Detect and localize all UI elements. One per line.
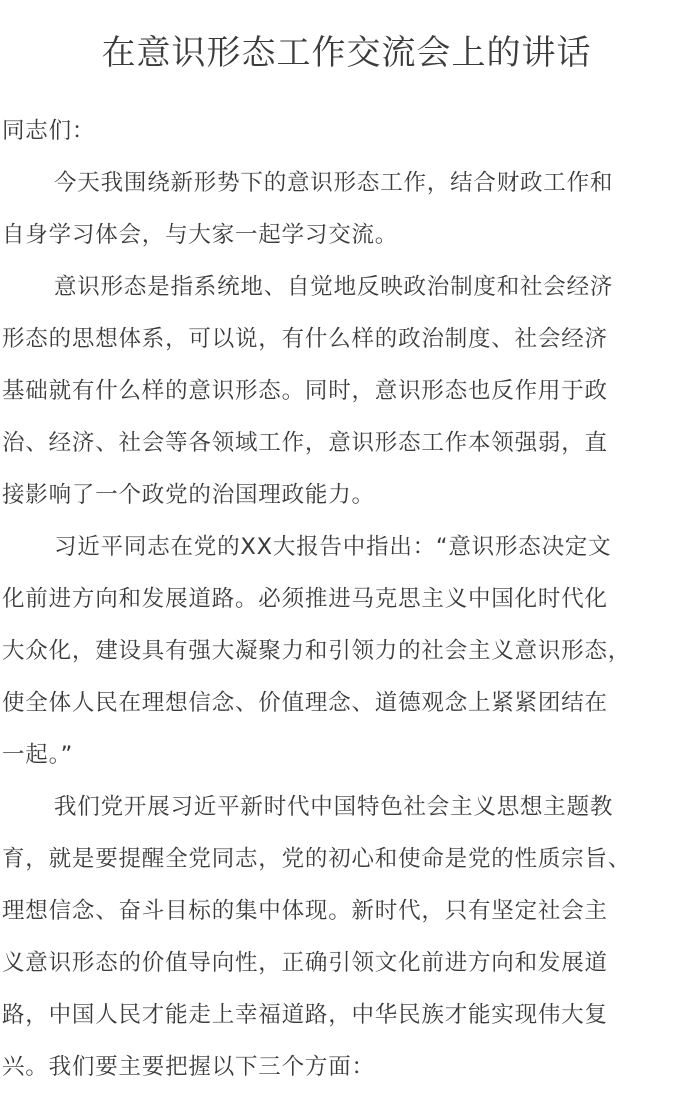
text-line: 兴。我们要主要把握以下三个方面： <box>2 1054 375 1080</box>
text-line: 化前进方向和发展道路。必须推进马克思主义中国化时代化 <box>2 586 608 612</box>
text-line: 同志们： <box>2 118 96 144</box>
text-line: 自身学习体会，与大家一起学习交流。 <box>2 222 399 248</box>
text-line: 我们党开展习近平新时代中国特色社会主义思想主题教 <box>54 794 614 820</box>
text-line: 接影响了一个政党的治国理政能力。 <box>2 482 375 508</box>
text-line: 育，就是要提醒全党同志，党的初心和使命是党的性质宗旨、 <box>2 846 632 872</box>
text-line: 意识形态是指系统地、自觉地反映政治制度和社会经济 <box>54 274 614 300</box>
text-line: 使全体人民在理想信念、价值理念、道德观念上紧紧团结在 <box>2 690 608 716</box>
text-line: 一起。” <box>2 742 74 768</box>
text-line: 治、经济、社会等各领域工作，意识形态工作本领强弱，直 <box>2 430 608 456</box>
text-line: 理想信念、奋斗目标的集中体现。新时代，只有坚定社会主 <box>2 898 608 924</box>
text-line: 基础就有什么样的意识形态。同时，意识形态也反作用于政 <box>2 378 608 404</box>
text-line: 习近平同志在党的XX大报告中指出：“意识形态决定文 <box>54 534 612 560</box>
text-line: 今天我围绕新形势下的意识形态工作，结合财政工作和 <box>54 170 614 196</box>
text-line: 大众化，建设具有强大凝聚力和引领力的社会主义意识形态， <box>2 638 632 664</box>
text-line: 形态的思想体系，可以说，有什么样的政治制度、社会经济 <box>2 326 608 352</box>
text-line: 路，中国人民才能走上幸福道路，中华民族才能实现伟大复 <box>2 1002 608 1028</box>
document-body <box>2 105 693 1093</box>
text-line: 义意识形态的价值导向性，正确引领文化前进方向和发展道 <box>2 950 608 976</box>
document-title: 在意识形态工作交流会上的讲话 <box>101 33 592 73</box>
